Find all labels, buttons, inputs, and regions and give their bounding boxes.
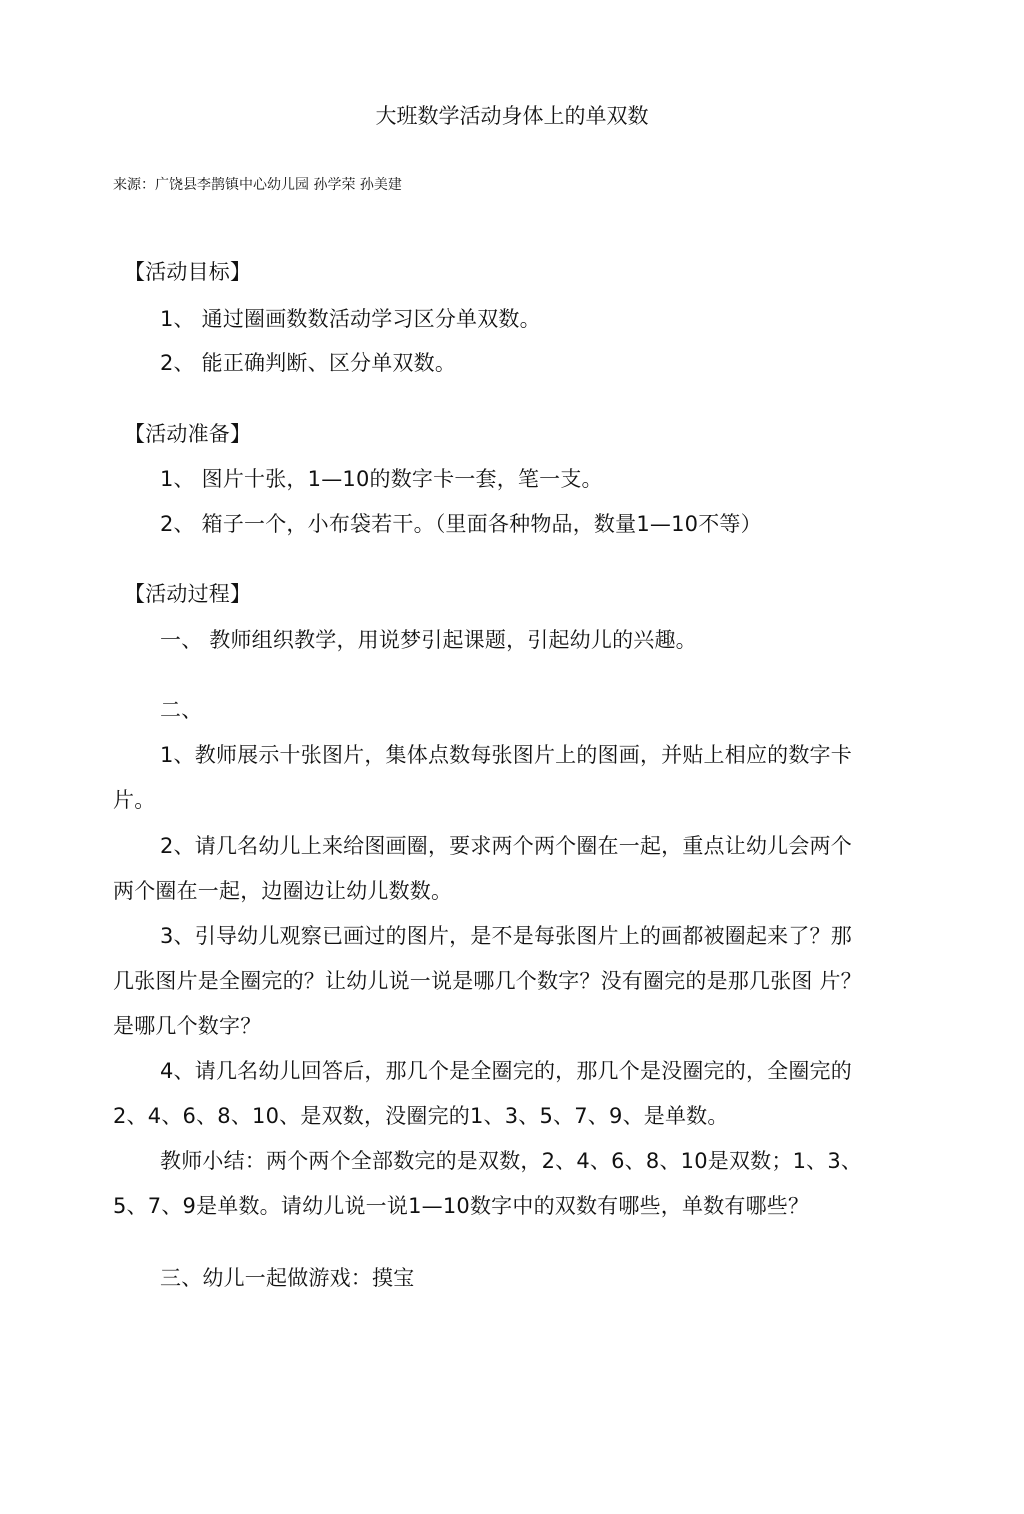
source-line: 来源：广饶县李鹊镇中心幼儿园 孙学荣 孙美建 [113, 177, 402, 193]
prep-item-1: 1、 图片十张，1—10的数字卡一套，笔一支。 [160, 467, 603, 491]
process-line-4: 两个圈在一起，边圈边让幼儿数数。 [113, 879, 453, 903]
process-line-7: 是哪几个数字？ [113, 1014, 262, 1038]
process-line-8: 4、请几名幼儿回答后，那几个是全圈完的，那几个是没圈完的，全圈完的 [160, 1059, 852, 1083]
process-line-3: 2、请几名幼儿上来给图画圈，要求两个两个圈在一起，重点让幼儿会两个 [160, 834, 852, 858]
process-line-9: 2、4、6、8、10、是双数，没圈完的1、3、5、7、9、是单数。 [113, 1104, 729, 1128]
process-line-11: 5、7、9是单数。请幼儿说一说1—10数字中的双数有哪些，单数有哪些？ [113, 1194, 810, 1218]
prep-heading: 【活动准备】 [124, 422, 252, 446]
document-title: 大班数学活动身体上的单双数 [375, 104, 649, 128]
process-line-10: 教师小结：两个两个全部数完的是双数，2、4、6、8、10是双数；1、3、 [160, 1149, 863, 1173]
prep-item-2: 2、 箱子一个，小布袋若干。（里面各种物品，数量1—10不等） [160, 512, 762, 536]
process-step-2: 二、 [160, 698, 203, 722]
goal-item-2: 2、 能正确判断、区分单双数。 [160, 351, 457, 375]
goals-heading: 【活动目标】 [124, 260, 252, 284]
process-line-5: 3、引导幼儿观察已画过的图片，是不是每张图片上的画都被圈起来了？那 [160, 924, 852, 948]
process-heading: 【活动过程】 [124, 582, 252, 606]
process-step-3: 三、幼儿一起做游戏：摸宝 [160, 1266, 415, 1290]
goal-item-1: 1、 通过圈画数数活动学习区分单双数。 [160, 307, 541, 331]
process-line-1: 1、教师展示十张图片，集体点数每张图片上的图画，并贴上相应的数字卡 [160, 743, 852, 767]
process-line-6: 几张图片是全圈完的？让幼儿说一说是哪几个数字？没有圈完的是那几张图 片？ [113, 969, 862, 993]
process-step-1: 一、 教师组织教学，用说梦引起课题，引起幼儿的兴趣。 [160, 628, 697, 652]
process-line-2: 片。 [113, 788, 156, 812]
